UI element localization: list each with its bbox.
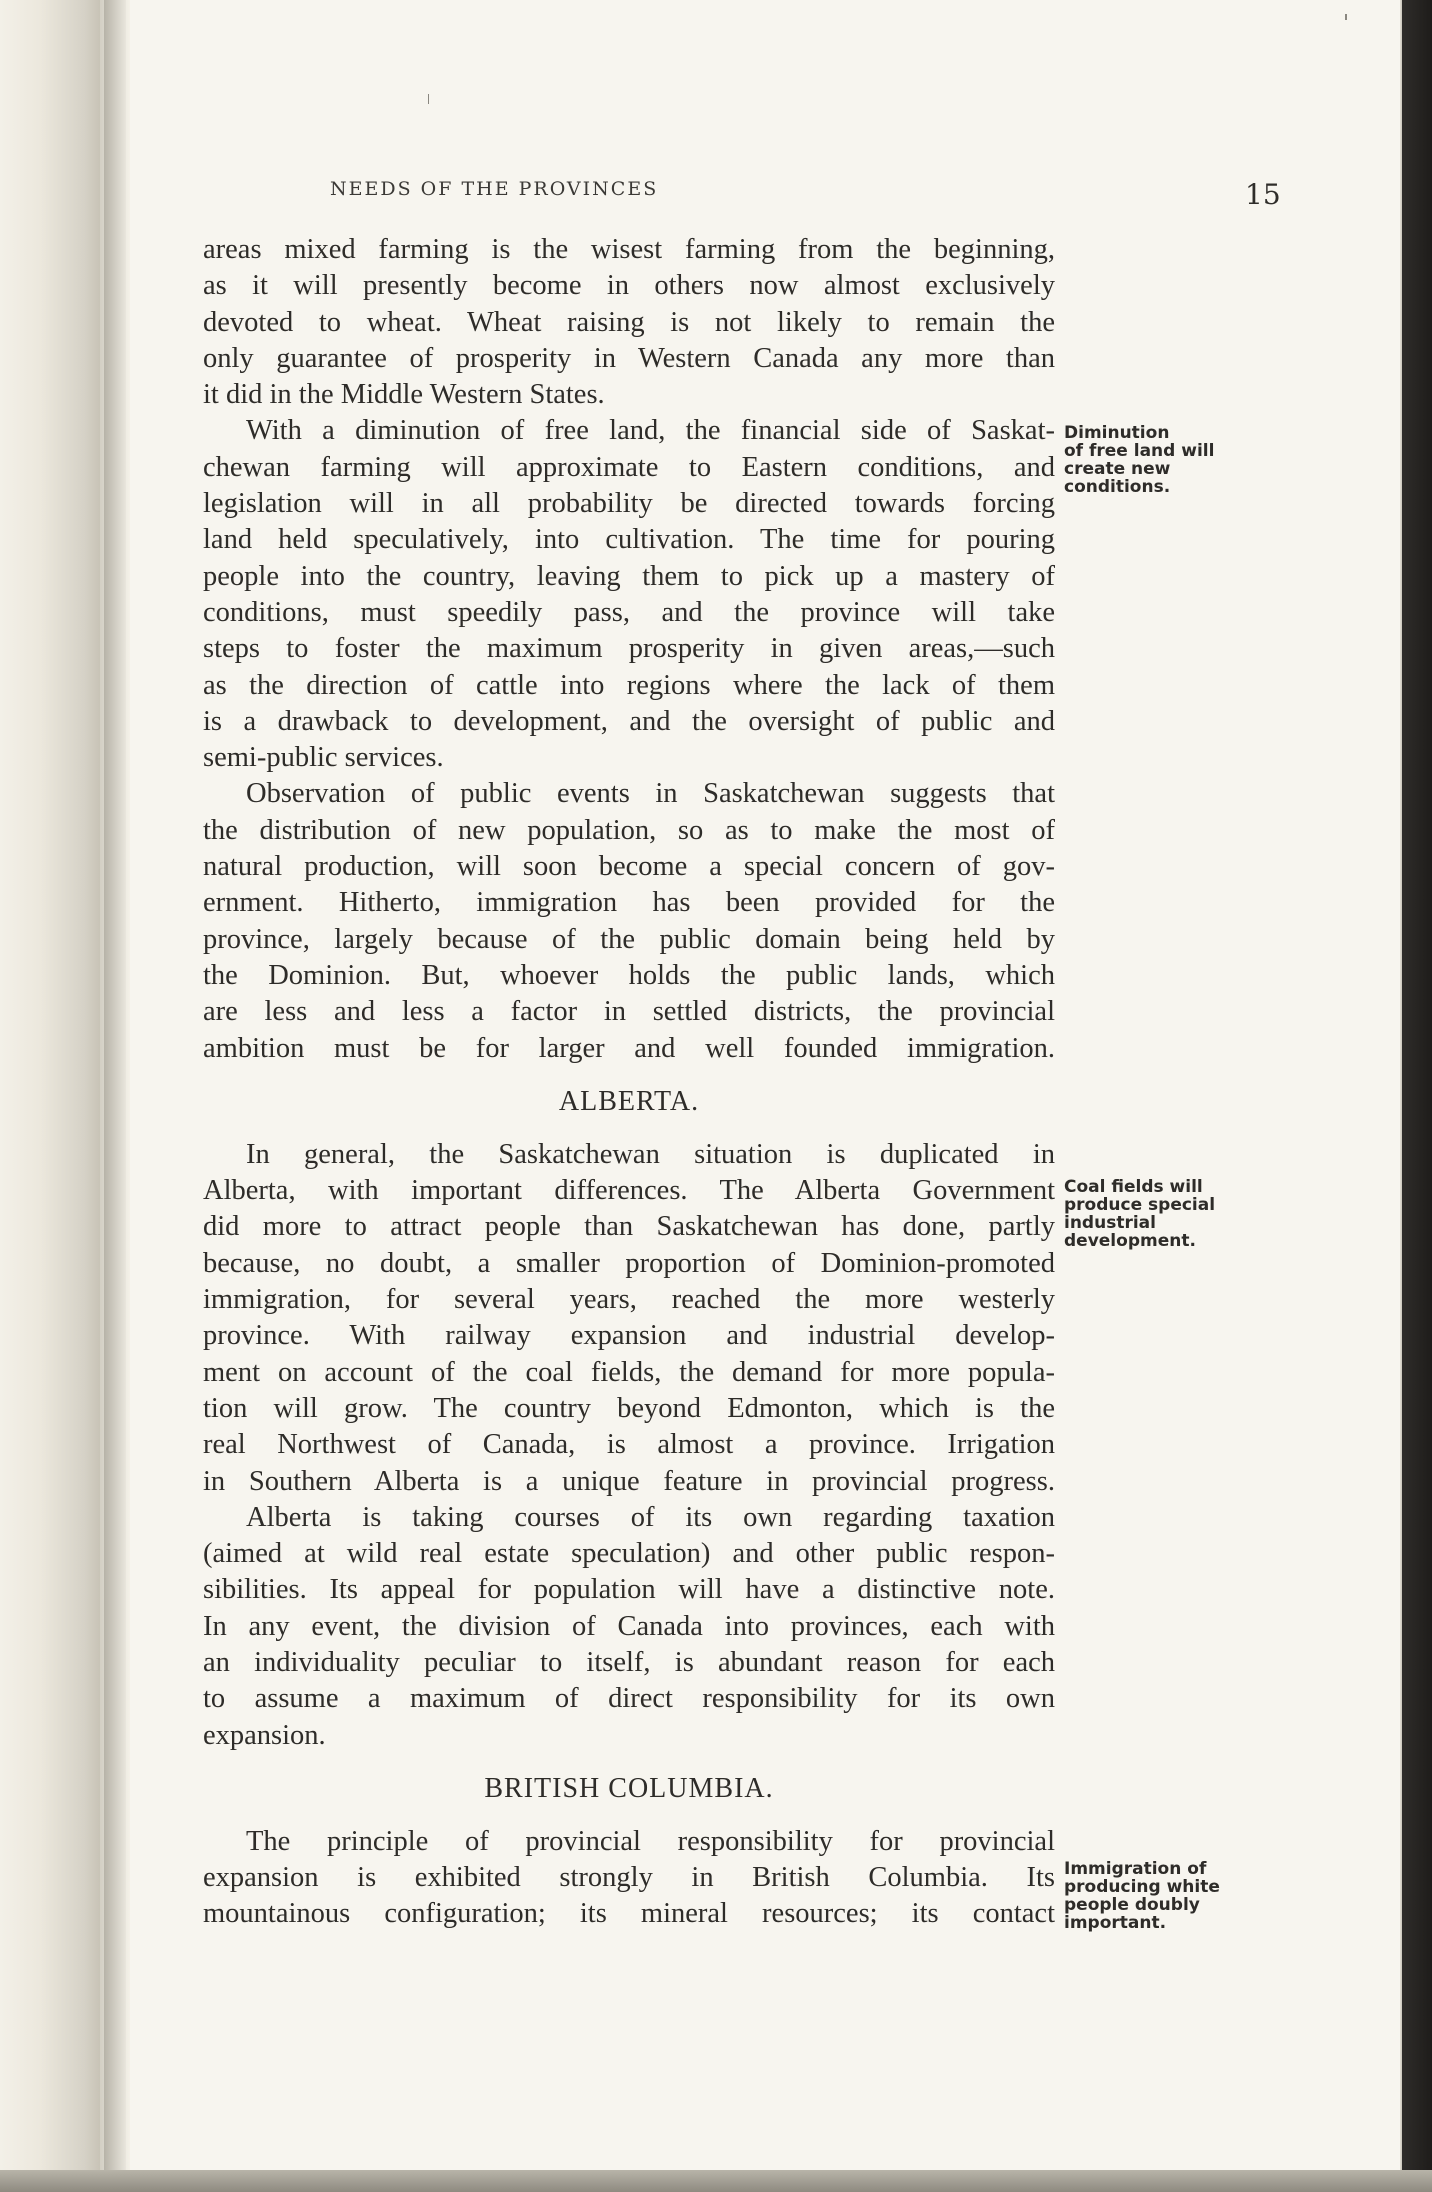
margin-note — [1064, 1178, 1215, 1250]
book-gutter — [104, 0, 126, 2192]
text-line: sibilities. Its appeal for population will have a distinctive note. — [203, 1574, 1055, 1606]
dust-speck — [428, 94, 429, 104]
text-line: mountainous configuration; its mineral resources; its contact — [203, 1898, 1055, 1930]
text-line: conditions, must speedily pass, and the province will take — [203, 596, 1055, 628]
paragraph — [203, 1137, 1055, 1500]
text-line: province, largely because of the public domain being held by — [203, 923, 1055, 955]
text-line: the distribution of new population, so as to make the most of — [203, 814, 1055, 846]
dust-speck — [1345, 14, 1347, 20]
paragraph — [203, 1824, 1055, 1933]
text-line: (aimed at wild real estate speculation) and other public respon- — [203, 1538, 1055, 1570]
text-line: is a drawback to development, and the oversight of public and — [203, 705, 1055, 737]
section-heading-alberta: ALBERTA. — [558, 1085, 700, 1117]
note-line: Coal fields will — [1064, 1177, 1203, 1197]
note-line: produce special — [1064, 1195, 1216, 1215]
page-number: 15 — [1245, 178, 1281, 211]
text-line: land held speculatively, into cultivation. The time for pouring — [203, 524, 1055, 556]
note-line: Immigration of — [1064, 1859, 1207, 1879]
note-line: development. — [1064, 1231, 1196, 1251]
text-line: ernment. Hitherto, immigration has been provided for the — [203, 887, 1055, 919]
note-line: producing white — [1064, 1877, 1220, 1897]
note-line: create new — [1064, 459, 1171, 479]
text-line: In general, the Saskatchewan situation is duplicated in — [246, 1138, 1055, 1170]
margin-note — [1064, 424, 1214, 496]
text-line: Alberta is taking courses of its own regarding taxation — [246, 1501, 1055, 1533]
text-line: only guarantee of prosperity in Western Canada any more than — [203, 342, 1055, 374]
text-line: in Southern Alberta is a unique feature in provincial progress. — [203, 1465, 1055, 1497]
facing-page-edge — [0, 0, 100, 2192]
text-line: legislation will in all probability be directed towards forcing — [203, 488, 1055, 520]
text-line: as the direction of cattle into regions where the lack of them — [203, 669, 1055, 701]
text-line: semi-public services. — [203, 742, 444, 774]
text-line: devoted to wheat. Wheat raising is not likely to remain the — [203, 306, 1055, 338]
text-line: are less and less a factor in settled districts, the provincial — [203, 996, 1055, 1028]
text-line: expansion is exhibited strongly in British Columbia. Its — [203, 1862, 1055, 1894]
text-line: ment on account of the coal fields, the demand for more popula- — [203, 1356, 1055, 1388]
paragraph — [203, 776, 1055, 1066]
text-line: the Dominion. But, whoever holds the public lands, which — [203, 959, 1055, 991]
text-line: steps to foster the maximum prosperity in given areas,—such — [203, 633, 1055, 665]
text-line: Observation of public events in Saskatchewan suggests that — [246, 778, 1055, 810]
text-line: natural production, will soon become a special concern of gov- — [203, 851, 1055, 883]
note-line: industrial — [1064, 1213, 1156, 1233]
page-bottom-edge — [0, 2170, 1432, 2192]
text-line: Alberta, with important differences. The Alberta Government — [203, 1175, 1055, 1207]
text-line: province. With railway expansion and industrial develop- — [203, 1320, 1055, 1352]
text-line: as it will presently become in others now almost exclusively — [203, 270, 1055, 302]
note-line: important. — [1064, 1913, 1167, 1933]
margin-note — [1064, 1860, 1220, 1932]
text-line: to assume a maximum of direct responsibility for its own — [203, 1683, 1055, 1715]
text-line: real Northwest of Canada, is almost a province. Irrigation — [203, 1429, 1055, 1461]
running-head: NEEDS OF THE PROVINCES — [330, 178, 659, 200]
text-line: With a diminution of free land, the financial side of Saskat- — [246, 415, 1055, 447]
text-line: expansion. — [203, 1719, 326, 1751]
paragraph — [203, 1500, 1055, 1754]
note-line: Diminution — [1064, 423, 1170, 443]
text-line: areas mixed farming is the wisest farming from the beginning, — [203, 234, 1055, 265]
note-line: of free land will — [1064, 441, 1215, 461]
section-heading-british-columbia: BRITISH COLUMBIA. — [484, 1772, 774, 1804]
book-cover-edge — [1402, 0, 1432, 2192]
text-line: it did in the Middle Western States. — [203, 379, 605, 411]
body-text — [203, 232, 1055, 1933]
text-line: chewan farming will approximate to Eastern conditions, and — [203, 451, 1055, 483]
text-line: In any event, the division of Canada into provinces, each with — [203, 1610, 1055, 1642]
text-line: did more to attract people than Saskatchewan has done, partly — [203, 1211, 1055, 1243]
text-line: people into the country, leaving them to pick up a mastery of — [203, 560, 1055, 592]
text-line: immigration, for several years, reached the more westerly — [203, 1284, 1055, 1316]
paragraph — [203, 232, 1055, 413]
text-line: tion will grow. The country beyond Edmonton, which is the — [203, 1392, 1055, 1424]
text-line: because, no doubt, a smaller proportion of Dominion-promoted — [203, 1247, 1055, 1279]
text-line: The principle of provincial responsibility for provincial — [246, 1825, 1055, 1857]
note-line: conditions. — [1064, 477, 1171, 497]
note-line: people doubly — [1064, 1895, 1200, 1915]
text-line: an individuality peculiar to itself, is abundant reason for each — [203, 1646, 1055, 1678]
paragraph — [203, 413, 1055, 776]
text-line: ambition must be for larger and well founded immigration. — [203, 1032, 1055, 1064]
